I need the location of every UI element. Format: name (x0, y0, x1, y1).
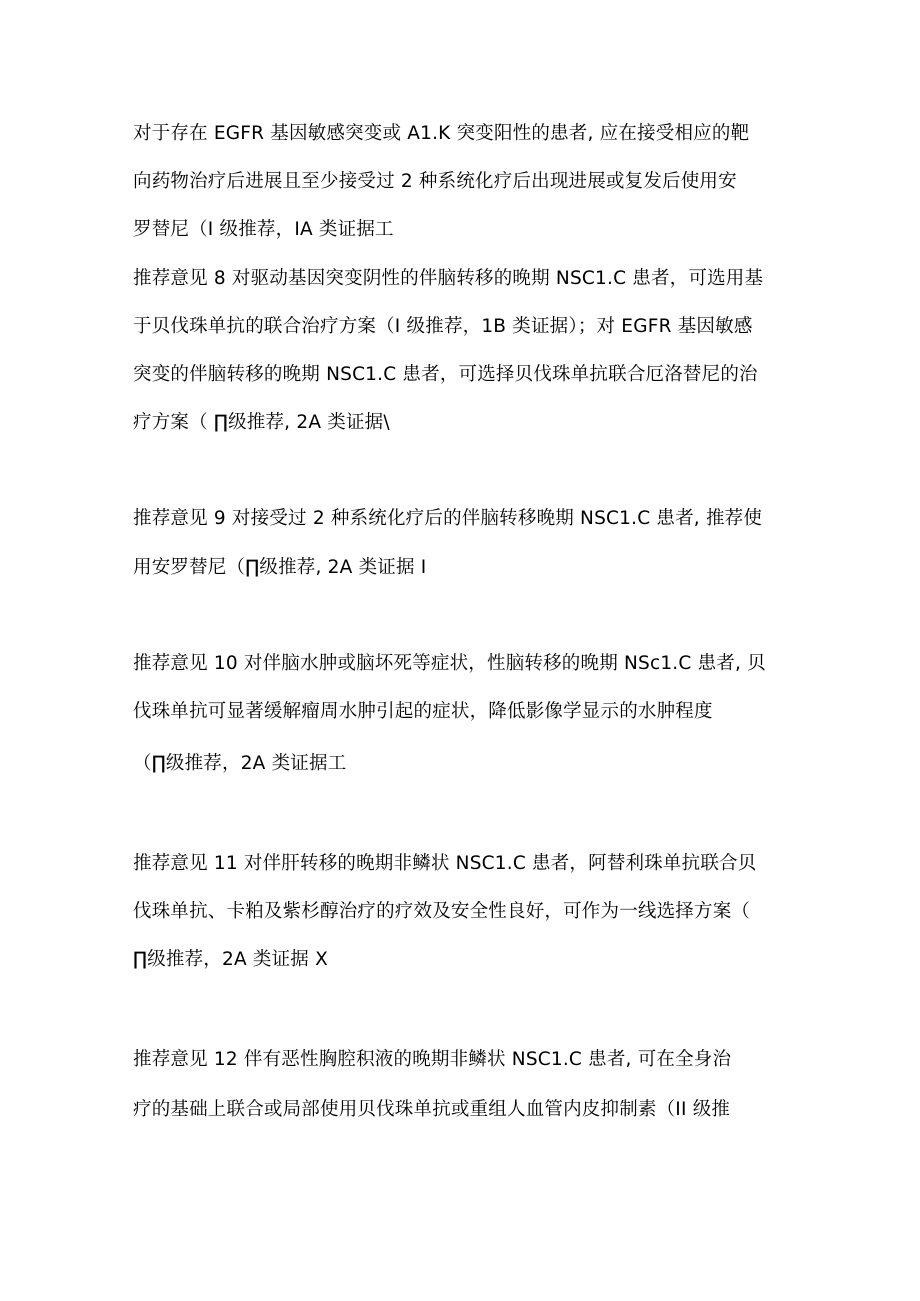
paragraph-6-line-2: 疗的基础上联合或局部使用贝伐珠单抗或重组人血管内皮抑制素（II 级推 (133, 1099, 731, 1120)
paragraph-5-line-2: 伐珠单抗、卡粕及紫杉醇治疗的疗效及安全性良好，可作为一线选择方案（ (133, 901, 751, 922)
paragraph-3-line-2: 用安罗替尼（∏级推荐, 2A 类证据 I (133, 557, 427, 578)
paragraph-2-line-1: 推荐意见 8 对驱动基因突变阴性的伴脑转移的晚期 NSC1.C 患者，可选用基 (133, 268, 764, 289)
paragraph-4-line-1: 推荐意见 10 对伴脑水肿或脑坏死等症状，性脑转移的晚期 NSc1.C 患者, 贝 (133, 653, 766, 674)
paragraph-5-line-1: 推荐意见 11 对伴肝转移的晚期非鳞状 NSC1.C 患者，阿替利珠单抗联合贝 (133, 853, 757, 874)
paragraph-1-line-1: 对于存在 EGFR 基因敏感突变或 A1.K 突变阳性的患者, 应在接受相应的靶 (133, 123, 750, 144)
paragraph-4-line-2: 伐珠单抗可显著缓解瘤周水肿引起的症状，降低影像学显示的水肿程度 (133, 701, 713, 722)
paragraph-4-line-3: （∏级推荐，2A 类证据工 (133, 753, 347, 774)
paragraph-2-line-4: 疗方案（ ∏级推荐, 2A 类证据\ (133, 412, 390, 433)
paragraph-2-line-2: 于贝伐珠单抗的联合治疗方案（I 级推荐，1B 类证据）；对 EGFR 基因敏感 (133, 316, 753, 337)
paragraph-6-line-1: 推荐意见 12 伴有恶性胸腔积液的晚期非鳞状 NSC1.C 患者, 可在全身治 (133, 1049, 732, 1070)
paragraph-1-line-3: 罗替尼（I 级推荐，IA 类证据工 (133, 219, 394, 240)
paragraph-5-line-3: ∏级推荐，2A 类证据 X (133, 949, 328, 970)
paragraph-3-line-1: 推荐意见 9 对接受过 2 种系统化疗后的伴脑转移晚期 NSC1.C 患者, 推荐使 (133, 508, 763, 529)
paragraph-1-line-2: 向药物治疗后进展且至少接受过 2 种系统化疗后出现进展或复发后使用安 (133, 171, 737, 192)
paragraph-2-line-3: 突变的伴脑转移的晚期 NSC1.C 患者，可选择贝伐珠单抗联合厄洛替尼的治 (133, 364, 758, 385)
